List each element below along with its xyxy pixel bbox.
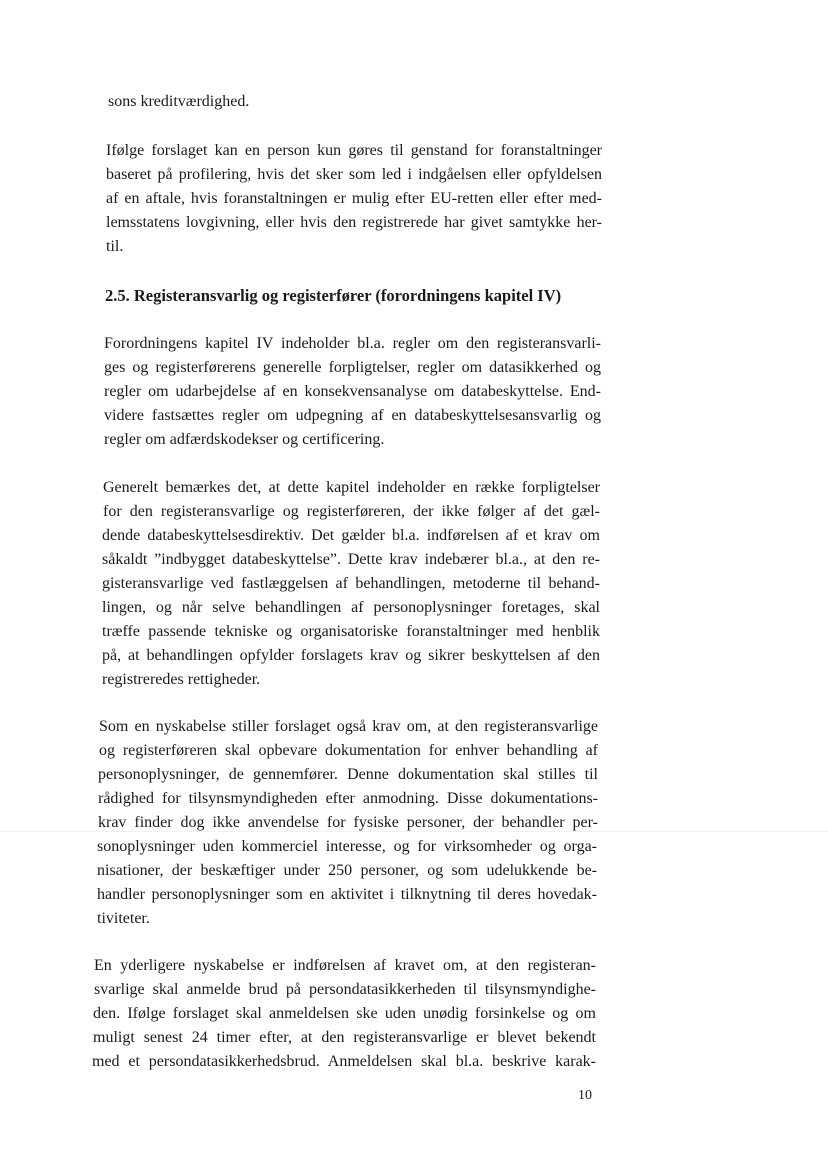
text-line: af en aftale, hvis foranstaltningen er mulig efter EU-retten eller efter med-	[106, 190, 602, 207]
text-line: muligt senest 24 timer efter, at den registeransvarlige er blevet bekendt	[93, 1029, 596, 1046]
text-line: handler personoplysninger som en aktivitet i tilknytning til deres hovedak-	[97, 886, 597, 903]
text-line: på, at behandlingen opfylder forslagets krav og sikrer beskyttelsen af den	[102, 647, 600, 664]
text-line: ges og registerførerens generelle forpligtelser, regler om datasikkerhed og	[104, 359, 601, 376]
text-line: svarlige skal anmelde brud på persondatasikkerheden til tilsynsmyndighe-	[94, 981, 596, 998]
text-line: såkaldt ”indbygget databeskyttelse”. Dette krav indebærer bl.a., at den re-	[102, 551, 600, 568]
text-line: Som en nyskabelse stiller forslaget også krav om, at den registeransvarlige	[99, 718, 598, 735]
text-line: Forordningens kapitel IV indeholder bl.a. regler om den registeransvarli-	[104, 335, 601, 352]
text-line: regler om udarbejdelse af en konsekvensanalyse om databeskyttelse. End-	[104, 383, 601, 400]
text-line: videre fastsættes regler om udpegning af en databeskyttelsesansvarlig og	[104, 407, 601, 424]
text-line: registreredes rettigheder.	[102, 671, 261, 688]
text-line: med et persondatasikkerhedsbrud. Anmeldelsen skal bl.a. beskrive karak-	[92, 1053, 596, 1070]
text-line: for den registeransvarlige og registerføreren, der ikke følger af det gæl-	[103, 503, 600, 520]
text-line: sonoplysninger uden kommerciel interesse, og for virksomheder og orga-	[97, 838, 597, 855]
text-line: Ifølge forslaget kan en person kun gøres til genstand for foranstaltninger	[106, 142, 602, 159]
text-line: lemsstatens lovgivning, eller hvis den registrerede har givet samtykke her-	[106, 214, 602, 231]
text-line: rådighed for tilsynsmyndigheden efter anmodning. Disse dokumentations-	[98, 790, 598, 807]
text-line: lingen, og når selve behandlingen af personoplysninger foretages, skal	[102, 599, 600, 616]
text-line: nisationer, der beskæftiger under 250 personer, og som udelukkende be-	[97, 862, 597, 879]
text-line: Generelt bemærkes det, at dette kapitel indeholder en række forpligtelser	[103, 479, 600, 496]
text-line: træffe passende tekniske og organisatoriske foranstaltninger med henblik	[102, 623, 600, 640]
section-heading: 2.5. Registeransvarlig og registerfører (forordningens kapitel IV)	[105, 286, 562, 305]
text-line: den. Ifølge forslaget skal anmeldelsen ske uden unødig forsinkelse og om	[93, 1005, 596, 1022]
text-line: sons kreditværdighed.	[108, 93, 250, 110]
text-line: regler om adfærdskodekser og certificering.	[104, 431, 385, 448]
text-line: dende databeskyttelsesdirektiv. Det gælder bl.a. indførelsen af et krav om	[102, 527, 600, 544]
text-line: til.	[106, 238, 124, 255]
text-line: tiviteter.	[97, 910, 150, 927]
text-line: og registerføreren skal opbevare dokumentation for enhver behandling af	[99, 742, 598, 759]
text-line: gisteransvarlige ved fastlæggelsen af behandlingen, metoderne til behand-	[102, 575, 600, 592]
text-line: En yderligere nyskabelse er indførelsen af kravet om, at den registeran-	[94, 957, 596, 974]
text-line: personoplysninger, de gennemfører. Denne dokumentation skal stilles til	[98, 766, 598, 783]
scan-artifact-line	[0, 831, 828, 832]
page-number: 10	[578, 1088, 592, 1103]
text-line: baseret på profilering, hvis det sker som led i indgåelsen eller opfyldelsen	[106, 166, 602, 183]
text-line: krav finder dog ikke anvendelse for fysiske personer, der behandler per-	[98, 814, 598, 831]
